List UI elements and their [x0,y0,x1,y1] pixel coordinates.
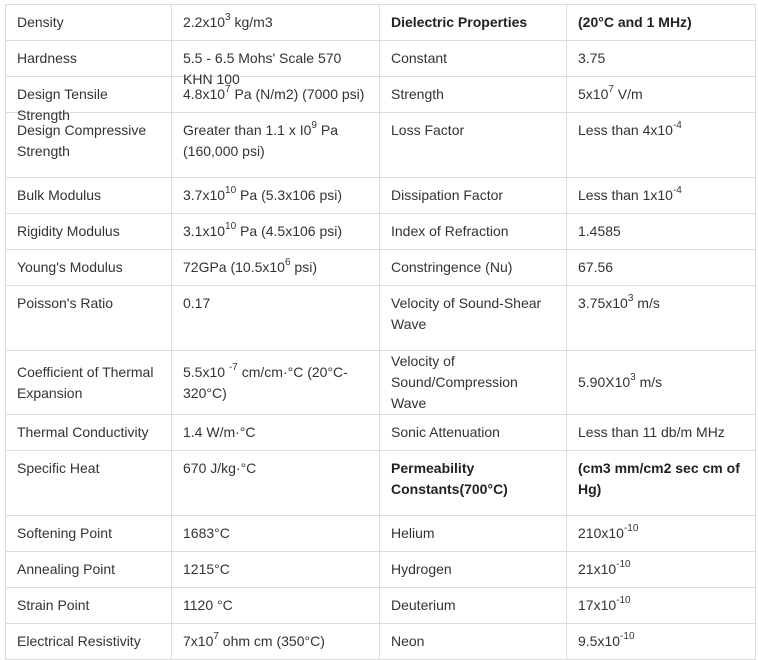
cell-text: Hardness [17,50,77,66]
cell-text: Poisson's Ratio [17,295,114,311]
property-value-cell [172,178,380,214]
exponent: -10 [620,631,635,643]
table-row [6,250,756,286]
cell-text: Thermal Conductivity [17,424,149,440]
table-row [6,113,756,178]
property-value-cell [172,588,380,624]
dielectric-name-cell [380,113,567,178]
dielectric-value-cell [567,415,756,451]
property-name-cell [6,552,172,588]
property-name-cell [6,624,172,660]
cell-text: 72GPa (10.5x10 [183,259,285,275]
property-value-cell [172,516,380,552]
property-name-cell [6,5,172,41]
table-row [6,552,756,588]
table-row [6,588,756,624]
cell-text: Helium [391,525,435,541]
dielectric-value-cell [567,178,756,214]
cell-text: 670 J/kg·°C [183,460,257,476]
cell-text: (cm3 mm/cm2 sec cm of Hg) [578,460,740,497]
clipped-text [17,84,160,123]
cell-text-suffix: kg/m3 [230,14,273,30]
property-value-cell [172,5,380,41]
property-name-cell [6,250,172,286]
exponent: 3 [630,372,636,384]
table-row [6,178,756,214]
cell-text: 3.75x10 [578,295,628,311]
cell-text-suffix: m/s [635,374,663,390]
cell-text: 3.1x10 [183,223,226,239]
cell-text-suffix: psi) [290,259,317,275]
cell-text: Design Tensile Strength [17,86,108,123]
dielectric-name-cell [380,250,567,286]
cell-text: Velocity of Sound/Compression Wave [391,353,518,411]
dielectric-value-cell [567,113,756,178]
properties-table [5,4,756,660]
cell-text-suffix: Pa (5.3x106 psi) [236,187,343,203]
cell-text: Greater than 1.1 x I0 [183,122,312,138]
dielectric-name-cell [380,214,567,250]
dielectric-value-cell [567,250,756,286]
property-value-cell [172,552,380,588]
cell-text: Velocity of Sound-Shear Wave [391,295,542,332]
cell-text: Loss Factor [391,122,465,138]
property-name-cell [6,451,172,516]
cell-text-suffix: V/m [613,86,643,102]
property-name-cell [6,351,172,415]
cell-text-suffix: ohm cm (350°C) [218,633,325,649]
cell-text: Strain Point [17,597,90,613]
cell-text: Strength [391,86,444,102]
cell-text: Permeability Constants(700°C) [391,460,508,497]
cell-text: 7x10 [183,633,214,649]
dielectric-name-cell [380,286,567,351]
dielectric-name-cell [380,351,567,415]
exponent: -10 [623,523,639,535]
cell-text: Sonic Attenuation [391,424,500,440]
property-name-cell [6,214,172,250]
table-row [6,624,756,660]
cell-text: Dissipation Factor [391,187,504,203]
dielectric-name-cell [380,516,567,552]
cell-text: Less than 4x10 [578,122,673,138]
dielectric-name-cell [380,415,567,451]
exponent: 7 [225,84,231,96]
dielectric-value-cell [567,286,756,351]
cell-text: 210x10 [578,525,624,541]
property-value-cell [172,286,380,351]
table-row [6,286,756,351]
dielectric-name-cell [380,178,567,214]
dielectric-name-cell [380,588,567,624]
cell-text: 0.17 [183,295,211,311]
exponent: 10 [225,185,237,197]
dielectric-value-cell [567,77,756,113]
cell-text-suffix: Pa (N/m2) (7000 psi) [230,86,365,102]
exponent: 3 [627,293,634,305]
exponent: 10 [225,221,237,233]
cell-text: Density [17,14,64,30]
cell-text: Neon [391,633,425,649]
exponent: -7 [228,361,238,373]
cell-text: 4.8x10 [183,86,226,102]
cell-text: Dielectric Properties [391,14,528,30]
cell-text: 5x10 [578,86,609,102]
clipped-text [183,48,368,87]
table-row [6,77,756,113]
exponent: -4 [672,185,682,197]
dielectric-name-cell [380,624,567,660]
cell-text-suffix: Pa (4.5x106 psi) [236,223,343,239]
exponent: 9 [311,120,317,132]
exponent: 6 [284,257,291,269]
exponent: -4 [672,120,682,132]
property-name-cell [6,178,172,214]
dielectric-value-cell [567,214,756,250]
cell-text: Annealing Point [17,561,116,577]
dielectric-name-cell [380,41,567,77]
property-name-cell [6,286,172,351]
dielectric-value-cell [567,351,756,415]
dielectric-value-cell [567,588,756,624]
properties-table-body [6,5,756,660]
table-row [6,351,756,415]
property-value-cell [172,41,380,87]
property-name-cell [6,516,172,552]
cell-text-suffix: m/s [633,295,660,311]
dielectric-value-cell [567,516,756,552]
cell-text: Less than 1x10 [578,187,673,203]
dielectric-name-cell [380,451,567,516]
cell-text: Hydrogen [391,561,452,577]
property-value-cell [172,250,380,286]
cell-text: 67.56 [578,259,614,275]
dielectric-value-cell [567,552,756,588]
cell-text: Index of Refraction [391,223,509,239]
property-name-cell [6,588,172,624]
table-row [6,214,756,250]
dielectric-value-cell [567,41,756,77]
dielectric-name-cell [380,5,567,41]
exponent: 7 [608,84,614,96]
cell-text: Specific Heat [17,460,100,476]
cell-text: 1120 °C [183,597,233,613]
cell-text: 5.90X10 [578,374,631,390]
cell-text: Young's Modulus [17,259,123,275]
cell-text: 17x10 [578,597,617,613]
cell-text: Electrical Resistivity [17,633,141,649]
cell-text: 1.4 W/m·°C [183,424,256,440]
exponent: -10 [616,559,631,571]
cell-text: Constant [391,50,448,66]
property-name-cell [6,415,172,451]
cell-text: Bulk Modulus [17,187,102,203]
property-value-cell [172,415,380,451]
cell-text: 1683°C [183,525,230,541]
table-row [6,451,756,516]
cell-text: 5.5 - 6.5 Mohs' Scale 570 KHN 100 [183,50,342,87]
dielectric-value-cell [567,451,756,516]
dielectric-value-cell [567,5,756,41]
table-row [6,415,756,451]
table-row [6,516,756,552]
cell-text: Less than 11 db/m MHz [578,424,725,440]
cell-text: 2.2x10 [183,14,226,30]
exponent: 7 [213,631,219,643]
property-name-cell [6,77,172,123]
exponent: 3 [225,12,231,24]
property-value-cell [172,113,380,178]
cell-text: 3.7x10 [183,187,226,203]
cell-text: Coefficient of Thermal Expansion [17,363,154,401]
cell-text: 3.75 [578,50,606,66]
cell-text: 1215°C [183,561,230,577]
cell-text: Constringence (Nu) [391,259,513,275]
property-name-cell [6,41,172,77]
cell-text: 21x10 [578,561,617,577]
property-value-cell [172,214,380,250]
cell-text: Deuterium [391,597,456,613]
dielectric-name-cell [380,77,567,113]
exponent: -10 [616,595,631,607]
dielectric-name-cell [380,552,567,588]
cell-text-suffix: cm/cm·°C (20°C-320°C) [183,363,348,401]
dielectric-value-cell [567,624,756,660]
cell-text: Softening Point [17,525,112,541]
table-row [6,5,756,41]
table-row [6,41,756,77]
property-name-cell [6,113,172,178]
cell-text: 1.4585 [578,223,621,239]
cell-text: Design Compressive Strength [17,122,147,159]
property-value-cell [172,351,380,415]
cell-text: 5.5x10 [183,363,229,380]
property-value-cell [172,451,380,516]
cell-text: Rigidity Modulus [17,223,120,239]
cell-text-suffix: Pa (160,000 psi) [183,122,338,159]
cell-text: 9.5x10 [578,633,621,649]
property-value-cell [172,624,380,660]
cell-text: (20°C and 1 MHz) [578,14,692,30]
